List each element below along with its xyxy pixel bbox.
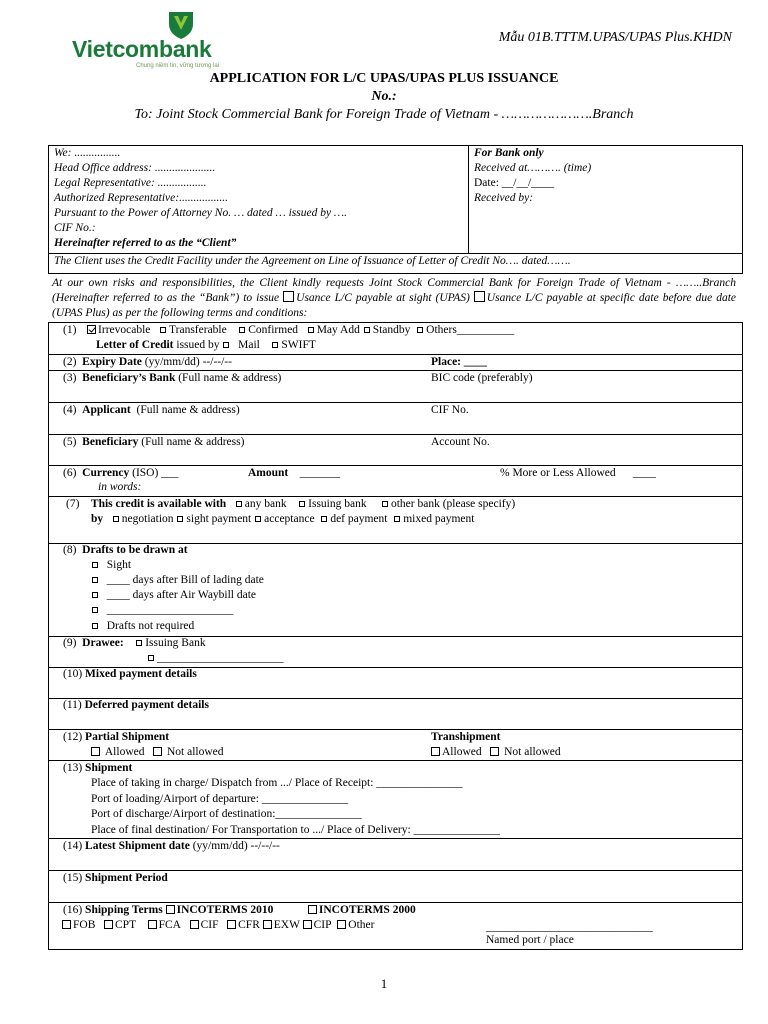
account-no-label: Account No. xyxy=(431,436,490,448)
row-13: (13) Shipment xyxy=(63,762,133,774)
row-11: (11) Deferred payment details xyxy=(63,699,209,711)
bank-received-at: Received at………. (time) xyxy=(474,162,592,174)
client-poa: Pursuant to the Power of Attorney No. … dated … issued by …. xyxy=(54,207,348,219)
client-cif: CIF No.: xyxy=(54,222,96,234)
any-bank-checkbox[interactable] xyxy=(236,501,242,507)
client-authorized-rep: Authorized Representative:................. xyxy=(54,192,228,204)
partial-not-allowed-checkbox[interactable] xyxy=(153,747,162,756)
swift-checkbox[interactable] xyxy=(272,342,278,348)
mail-checkbox[interactable] xyxy=(223,342,229,348)
draft-option-sight: Sight xyxy=(91,559,131,571)
cip-checkbox[interactable] xyxy=(303,920,312,929)
draft-none-checkbox[interactable] xyxy=(92,623,98,629)
row-1-issued-by: Letter of Credit issued by Mail SWIFT xyxy=(96,339,316,351)
draft-bl-checkbox[interactable] xyxy=(92,577,98,583)
sight-payment-checkbox[interactable] xyxy=(177,516,183,522)
issuing-bank-checkbox[interactable] xyxy=(299,501,305,507)
cpt-checkbox[interactable] xyxy=(104,920,113,929)
row-10: (10) Mixed payment details xyxy=(63,668,197,680)
amount-in-words: in words: xyxy=(98,481,142,493)
draft-other-checkbox[interactable] xyxy=(92,607,98,613)
drawee-other: ______________________ xyxy=(147,652,284,664)
bic-code-label: BIC code (preferably) xyxy=(431,372,533,384)
expiry-place: Place: ____ xyxy=(431,356,487,368)
cif-checkbox[interactable] xyxy=(190,920,199,929)
cif-label: CIF No. xyxy=(431,404,469,416)
shipment-discharge: Port of discharge/Airport of destination:_______________ xyxy=(91,808,362,820)
may-add-checkbox[interactable] xyxy=(308,327,314,333)
form-code: Mẫu 01B.TTTM.UPAS/UPAS Plus.KHDN xyxy=(498,30,732,45)
shipment-final: Place of final destination/ For Transportation to .../ Place of Delivery: _______________ xyxy=(91,824,500,836)
other-term-checkbox[interactable] xyxy=(337,920,346,929)
trans-not-allowed-checkbox[interactable] xyxy=(490,747,499,756)
tolerance-label: % More or Less Allowed ____ xyxy=(500,467,656,479)
standby-checkbox[interactable] xyxy=(364,327,370,333)
bank-box-title: For Bank only xyxy=(474,147,544,159)
drawee-issuing-bank-checkbox[interactable] xyxy=(136,640,142,646)
row-15: (15) Shipment Period xyxy=(63,872,168,884)
upas-checkbox[interactable] xyxy=(283,291,294,302)
named-port-blank[interactable]: _____________________________ xyxy=(486,921,653,933)
client-hereinafter: Hereinafter referred to as the “Client” xyxy=(54,237,237,249)
incoterms-2010-checkbox[interactable] xyxy=(166,905,175,914)
mixed-payment-checkbox[interactable] xyxy=(394,516,400,522)
row-7: (7) This credit is available with any bank Issuing bank other bank (please specify) xyxy=(66,498,516,510)
brand-name: Vietcombank xyxy=(72,36,212,62)
fca-checkbox[interactable] xyxy=(148,920,157,929)
draft-option-none: Drafts not required xyxy=(91,620,194,632)
upas-option: Usance L/C payable at sight (UPAS) xyxy=(296,292,470,304)
bank-date: Date: __/__/____ xyxy=(474,177,555,189)
row-6: (6) Currency (ISO) ___ xyxy=(63,467,179,479)
incoterms-options: FOB CPT FCA CIF CFR EXW CIP Other xyxy=(62,919,374,931)
row-9: (9) Drawee: Issuing Bank xyxy=(63,637,206,649)
confirmed-checkbox[interactable] xyxy=(239,327,245,333)
bank-received-by: Received by: xyxy=(474,192,534,204)
negotiation-checkbox[interactable] xyxy=(113,516,119,522)
upas-plus-option: Usance L/C payable at specific date before due date (UPAS Plus) xyxy=(52,292,737,319)
row-2: (2) Expiry Date (yy/mm/dd) --/--/-- xyxy=(63,356,232,368)
draft-awb-checkbox[interactable] xyxy=(92,592,98,598)
vietcombank-logo xyxy=(72,10,222,70)
trans-allowed-checkbox[interactable] xyxy=(431,747,440,756)
row-1: (1) Irrevocable Transferable Confirmed May Add Standby Others__________ xyxy=(63,324,515,336)
intro-paragraph: At our own risks and responsibilities, the Client kindly requests Joint Stock Commercial Bank for Foreign Trade of Vietnam - ……..Branch (Hereinafter referred to as the “Bank”) to issue Usance L/C payable at sight (UPAS) Usance L/C payable at specific date before due date (UPAS Plus) as per the following terms and conditions: xyxy=(52,277,737,319)
client-legal-rep: Legal Representative: ................. xyxy=(54,177,207,189)
fob-checkbox[interactable] xyxy=(62,920,71,929)
row-7-by: by negotiation sight payment acceptance def payment mixed payment xyxy=(91,513,475,525)
others-checkbox[interactable] xyxy=(417,327,423,333)
page-title: APPLICATION FOR L/C UPAS/UPAS PLUS ISSUANCE xyxy=(209,71,559,86)
row-14: (14) Latest Shipment date (yy/mm/dd) --/--/-- xyxy=(63,840,280,852)
recipient-line: To: Joint Stock Commercial Bank for Foreign Trade of Vietnam - ………………….Branch xyxy=(134,107,634,122)
incoterms-2000-checkbox[interactable] xyxy=(308,905,317,914)
upas-plus-checkbox[interactable] xyxy=(474,291,485,302)
draft-option-bl: ____ days after Bill of lading date xyxy=(91,574,264,586)
cfr-checkbox[interactable] xyxy=(227,920,236,929)
irrevocable-checkbox[interactable] xyxy=(87,325,96,334)
row-5: (5) Beneficiary (Full name & address) xyxy=(63,436,245,448)
row-3: (3) Beneficiary’s Bank (Full name & address) xyxy=(63,372,282,384)
drawee-other-checkbox[interactable] xyxy=(148,655,154,661)
amount-label: Amount _______ xyxy=(248,467,341,479)
draft-option-other: ______________________ xyxy=(91,604,233,616)
draft-option-awb: ____ days after Air Waybill date xyxy=(91,589,256,601)
row-12: (12) Partial Shipment xyxy=(63,731,170,743)
shipment-receipt: Place of taking in charge/ Dispatch from .../ Place of Receipt: _______________ xyxy=(91,777,463,789)
other-bank-checkbox[interactable] xyxy=(382,501,388,507)
row-16: (16) Shipping Terms INCOTERMS 2010 INCOTERMS 2000 xyxy=(63,904,416,916)
client-head-office: Head Office address: ..................... xyxy=(54,162,216,174)
exw-checkbox[interactable] xyxy=(263,920,272,929)
acceptance-checkbox[interactable] xyxy=(255,516,261,522)
shipment-loading: Port of loading/Airport of departure: _______________ xyxy=(91,793,349,805)
transhipment-options: Allowed Not allowed xyxy=(431,746,561,758)
named-port-label: Named port / place xyxy=(486,934,574,946)
row-8: (8) Drafts to be drawn at xyxy=(63,544,188,556)
transhipment-label: Transhipment xyxy=(431,731,501,743)
client-we: We: ................ xyxy=(54,147,121,159)
page-number: 1 xyxy=(380,976,388,991)
client-facility: The Client uses the Credit Facility under the Agreement on Line of Issuance of Letter of Credit No…. dated……. xyxy=(54,255,571,267)
transferable-checkbox[interactable] xyxy=(160,327,166,333)
brand-slogan: Chung niềm tin, vững tương lai xyxy=(136,63,220,69)
partial-allowed-checkbox[interactable] xyxy=(91,747,100,756)
application-number-label: No.: xyxy=(371,89,397,104)
def-payment-checkbox[interactable] xyxy=(321,516,327,522)
partial-shipment-options: Allowed Not allowed xyxy=(91,746,224,758)
row-4: (4) Applicant (Full name & address) xyxy=(63,404,240,416)
draft-sight-checkbox[interactable] xyxy=(92,562,98,568)
